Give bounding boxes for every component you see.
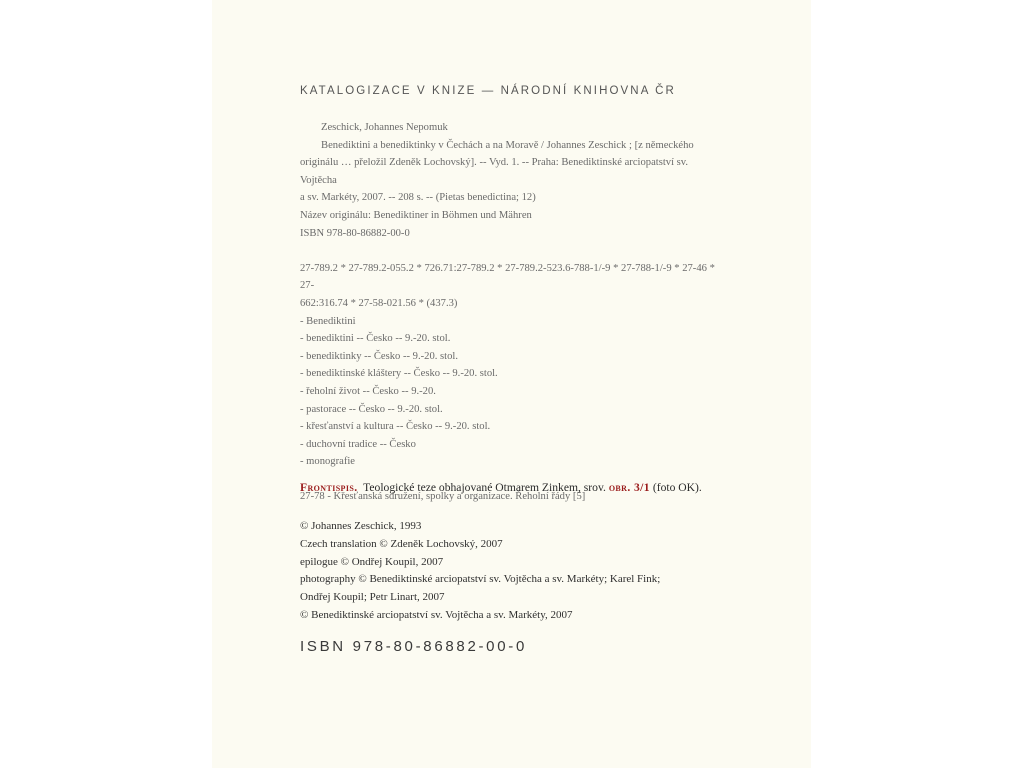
catalog-heading: KATALOGIZACE V KNIZE — NÁRODNÍ KNIHOVNA ČR [300, 85, 676, 97]
frontispiece-note [300, 481, 702, 494]
catalog-original-title: Název originálu: Benediktiner in Böhmen und Mähren [300, 209, 532, 221]
catalog-record-line: originálu … přeložil Zdeněk Lochovský]. -- Vyd. 1. -- Praha: Benediktinské arciopatství sv. Vojtěcha [300, 157, 689, 186]
copyright-line: epilogue © Ondřej Koupil, 2007 [300, 555, 444, 568]
copyright-line: © Johannes Zeschick, 1993 [300, 520, 422, 532]
frontispiece-label: Frontispis. [300, 481, 358, 494]
subject-item: - pastorace -- Česko -- 9.-20. stol. [300, 403, 443, 415]
catalog-isbn: ISBN 978-80-86882-00-0 [300, 227, 410, 239]
subject-item: - benediktini -- Česko -- 9.-20. stol. [300, 333, 451, 345]
catalog-conspectus: 27-78 - Křesťanská sdružení, spolky a organizace. Řeholní řády [5] [300, 491, 586, 503]
subject-item: - monografie [300, 456, 356, 468]
subject-item: - řeholní život -- Česko -- 9.-20. [300, 385, 436, 397]
book-page [212, 0, 811, 768]
catalog-classification: 27-789.2 * 27-789.2-055.2 * 726.71:27-789.2 * 27-789.2-523.6-788-1/-9 * 27-788-1/-9 * 27-46 * 27- [300, 262, 715, 292]
frontispiece-text: Teologické teze obhajované Otmarem Zinkem, srov. [363, 481, 606, 494]
copyright-line: photography © Benediktinské arciopatství sv. Vojtěcha a sv. Markéty; Karel Fink; [300, 573, 661, 586]
subject-item: - duchovní tradice -- Česko [300, 438, 416, 450]
frontispiece-credit: (foto OK). [652, 481, 702, 494]
copyright-line: © Benediktinské arciopatství sv. Vojtěcha a sv. Markéty, 2007 [300, 608, 573, 621]
copyright-block [300, 518, 720, 625]
frontispiece-ref: obr. 3/1 [608, 481, 650, 494]
catalog-record-line: Benediktini a benediktinky v Čechách a na Moravě / Johannes Zeschick ; [z německého [321, 139, 694, 151]
isbn-display: ISBN 978-80-86882-00-0 [300, 638, 528, 655]
subject-item: - křesťanství a kultura -- Česko -- 9.-20. stol. [300, 421, 491, 433]
subject-item: - benediktinské kláštery -- Česko -- 9.-20. stol. [300, 368, 498, 380]
catalog-classification: 662:316.74 * 27-58-021.56 * (437.3) [300, 297, 458, 309]
catalog-record [300, 119, 720, 506]
catalog-author: Zeschick, Johannes Nepomuk [321, 122, 448, 133]
subject-item: - Benediktini [300, 315, 356, 327]
copyright-line: Ondřej Koupil; Petr Linart, 2007 [300, 591, 445, 604]
catalog-record-line: a sv. Markéty, 2007. -- 208 s. -- (Pietas benedictina; 12) [300, 192, 536, 204]
subject-item: - benediktinky -- Česko -- 9.-20. stol. [300, 350, 458, 362]
copyright-line: Czech translation © Zdeněk Lochovský, 2007 [300, 537, 503, 550]
